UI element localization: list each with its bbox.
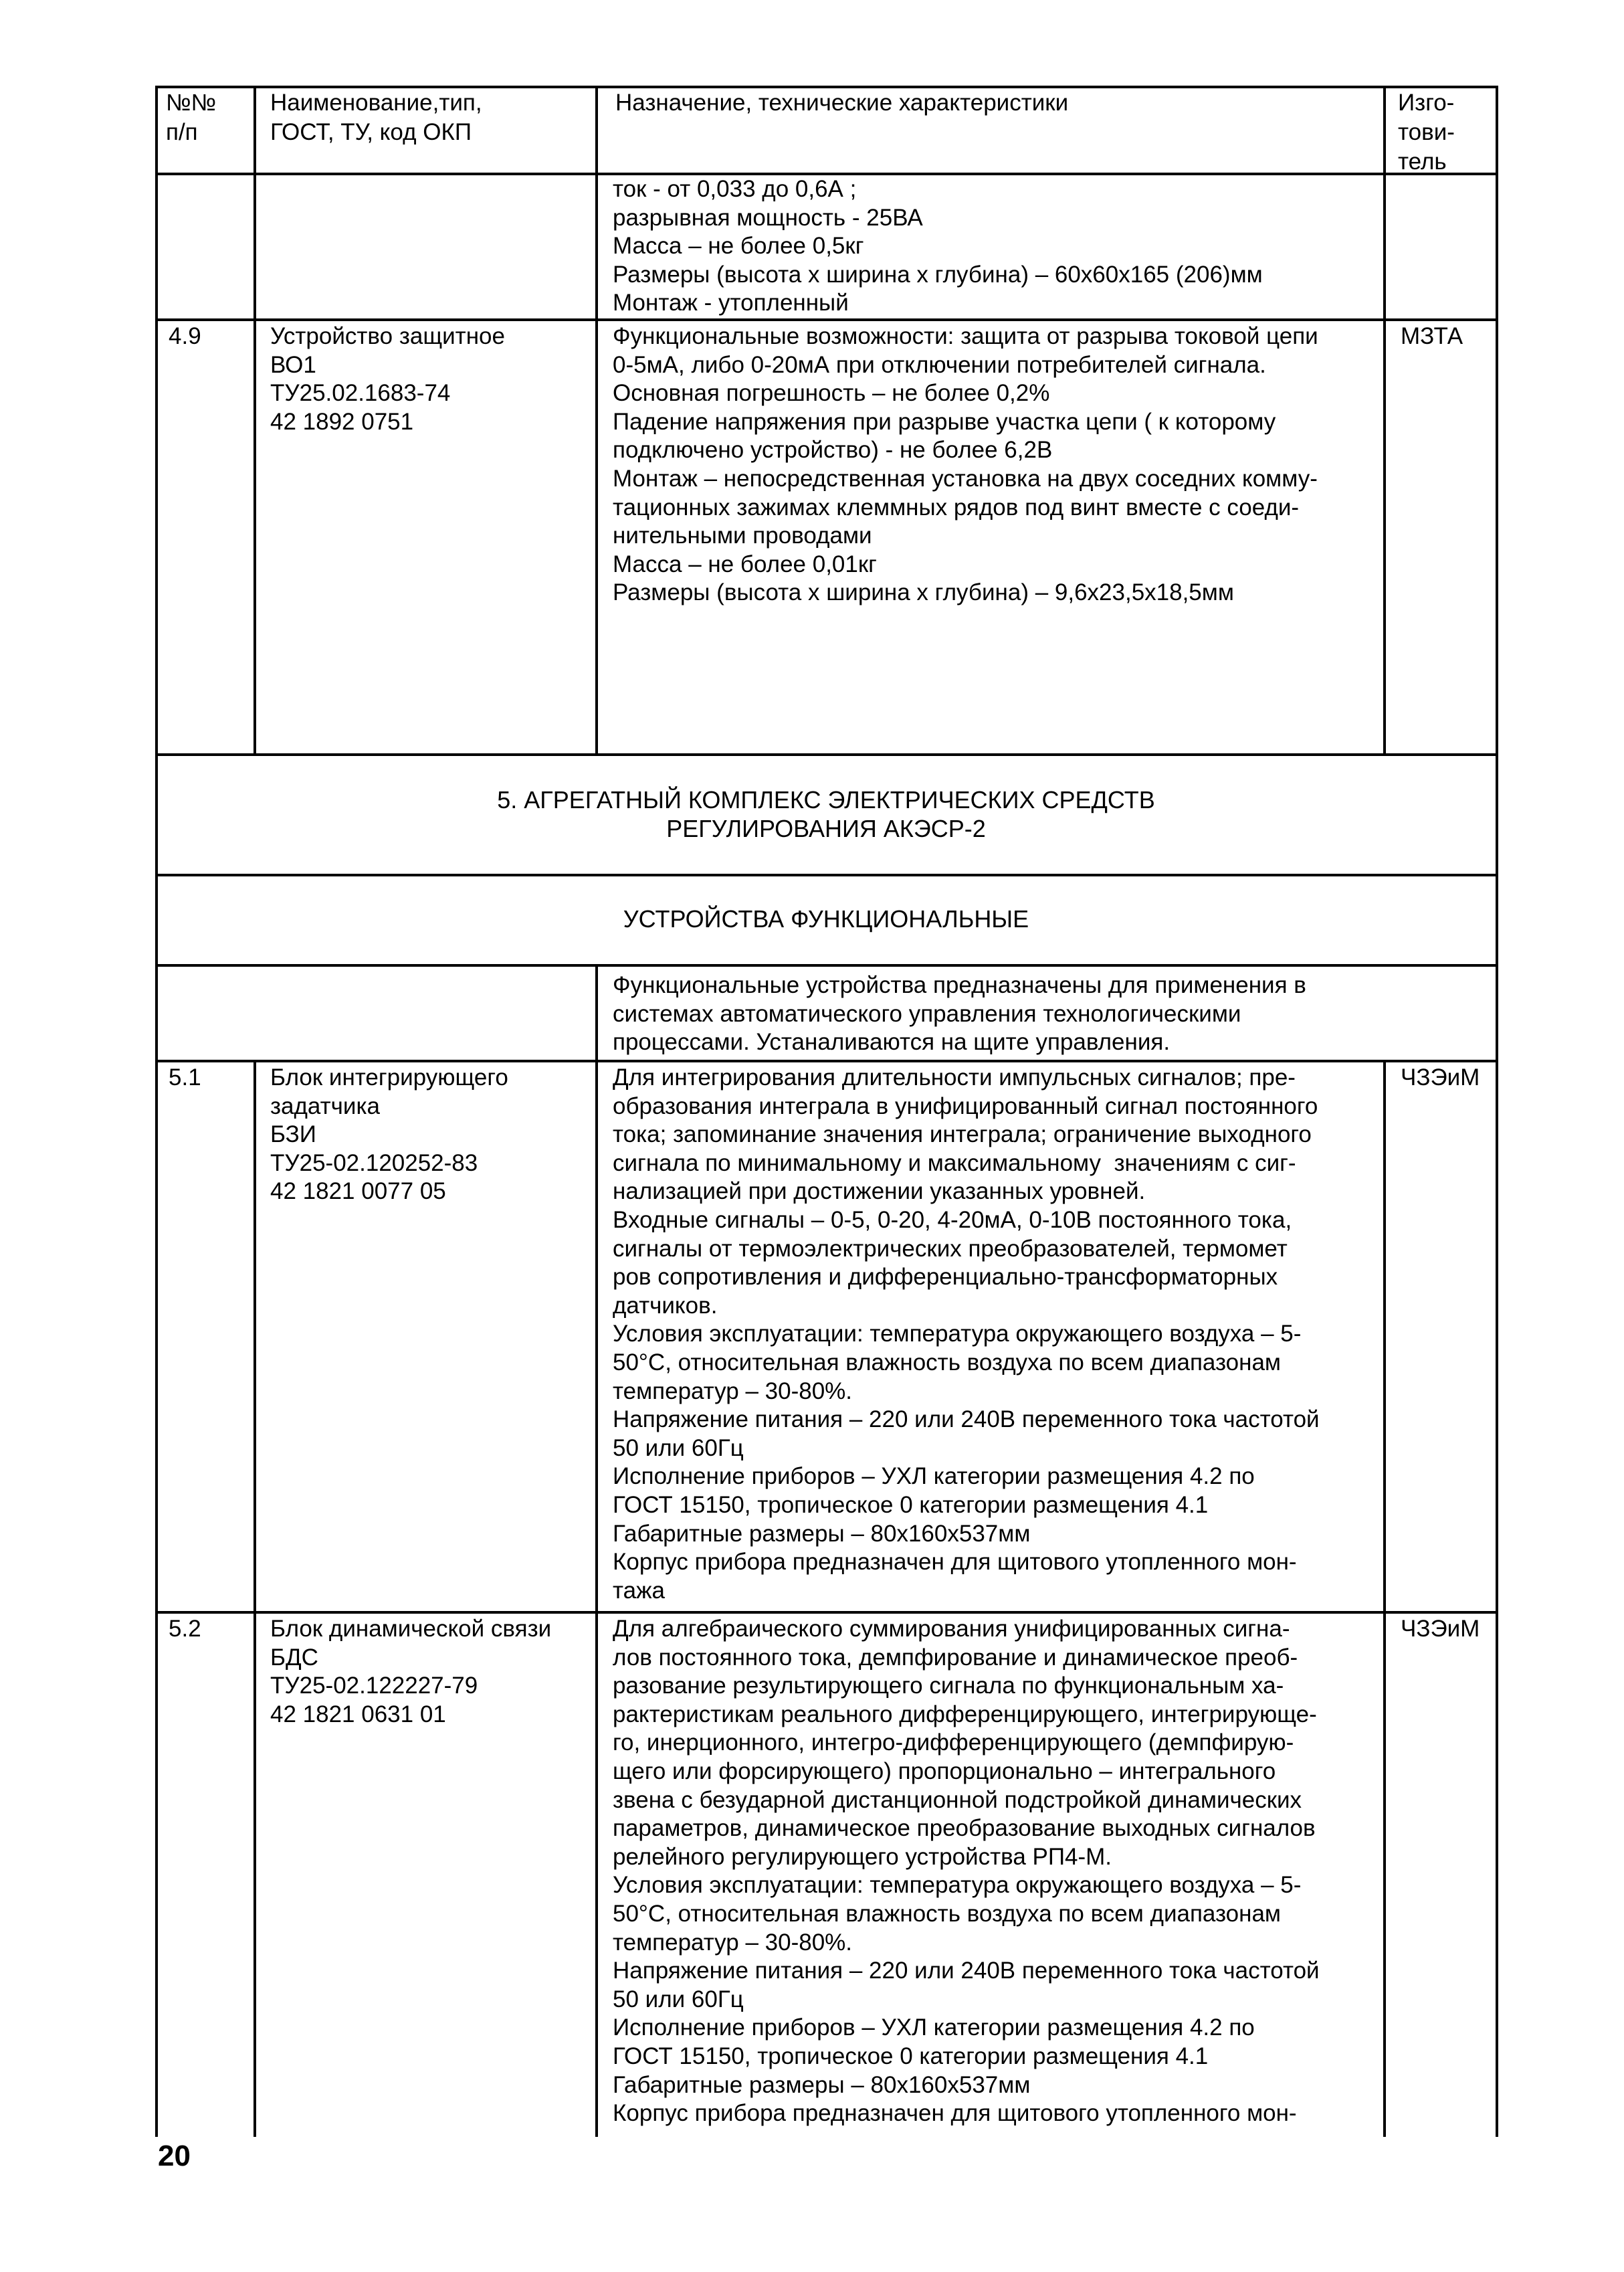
row-divider (155, 753, 1498, 756)
section-title: 5. АГРЕГАТНЫЙ КОМПЛЕКС ЭЛЕКТРИЧЕСКИХ СРЕДСТВ РЕГУЛИРОВАНИЯ АКЭСР-2 (497, 786, 1155, 842)
row-divider (155, 874, 1498, 876)
row-name: Устройство защитное ВО1 ТУ25.02.1683-74 42 1892 0751 (270, 323, 505, 435)
row-number: 5.2 (169, 1616, 201, 1642)
subsection-title: УСТРОЙСТВА ФУНКЦИОНАЛЬНЫЕ (623, 905, 1029, 933)
row-number: 4.9 (169, 323, 201, 349)
row-name: Блок динамической связи БДС ТУ25-02.122227-79 42 1821 0631 01 (270, 1616, 552, 1727)
table-border-left (155, 86, 158, 2137)
column-divider (595, 964, 598, 1061)
column-divider (1383, 1060, 1386, 2137)
row-number: 5.1 (169, 1064, 201, 1091)
row-divider (155, 1060, 1498, 1062)
header-maker: Изго- тови- тель (1398, 90, 1455, 175)
column-divider (1383, 86, 1386, 755)
header-number: №№ п/п (166, 90, 217, 145)
row-maker: ЧЗЭиМ (1401, 1616, 1480, 1642)
row-maker: ЧЗЭиМ (1401, 1064, 1480, 1091)
page-number: 20 (158, 2140, 191, 2172)
header-description: Назначение, технические характеристики (615, 90, 1069, 116)
table-border-right (1496, 86, 1498, 2137)
header-name: Наименование,тип, ГОСТ, ТУ, код ОКП (270, 90, 482, 145)
row-description: Функциональные возможности: защита от разрыва токовой цепи 0-5мА, либо 0-20мА при отключении потребителей сигнала. Основная погрешность – не более 0,2% Падение напряжения при разрыве участка цепи ( к которому подключено устройство) - не более 6,2В Монтаж – непосредственная установка на двух соседних комму- тационных зажимах клеммных рядов под винт вместе с соеди- нительными проводами Масса – не более 0,01кг Размеры (высота х ширина х глубина) – 9,6х23,5х18,5мм (613, 323, 1318, 606)
row-name: Блок интегрирующего задатчика БЗИ ТУ25-02.120252-83 42 1821 0077 05 (270, 1064, 508, 1205)
row-description: ток - от 0,033 до 0,6А ; разрывная мощность - 25ВА Масса – не более 0,5кг Размеры (высота х ширина х глубина) – 60х60х165 (206)мм Монтаж - утопленный (613, 176, 1263, 316)
intro-text: Функциональные устройства предназначены для применения в системах автоматического управления технологическими процессами. Устаналиваются на щите управления. (613, 972, 1306, 1056)
column-divider (253, 86, 256, 755)
column-divider (595, 1060, 598, 2137)
row-divider (155, 1611, 1498, 1614)
column-divider (595, 86, 598, 755)
row-description: Для интегрирования длительности импульсных сигналов; пре- образования интеграла в унифицированный сигнал постоянного тока; запоминание значения интеграла; ограничение выходного сигнала по минимальному и максимальному значениям с сиг- нализацией при достижении указанных уровней. Входные сигналы – 0-5, 0-20, 4-20мА, 0-10В постоянного тока, сигналы от термоэлектрических преобразователей, термомет ров сопротивления и дифференциально-трансформаторных датчиков. Условия эксплуатации: температура окружающего воздуха – 5- 50°С, относительная влажность воздуха по всем диапазонам температур – 30-80%. Напряжение питания – 220 или 240В переменного тока частотой 50 или 60Гц Исполнение приборов – УХЛ категории размещения 4.2 по ГОСТ 15150, тропическое 0 категории размещения 4.1 Габаритные размеры – 80х160х537мм Корпус прибора предназначен для щитового утопленного мон- тажа (613, 1064, 1320, 1604)
row-divider (155, 318, 1498, 321)
row-maker: МЗТА (1401, 323, 1463, 349)
row-description: Для алгебраического суммирования унифицированных сигна- лов постоянного тока, демпфирование и динамическое преоб- разование результирующего сигнала по функциональным ха- рактеристикам реального дифференцирующего, интегрирующе- го, инерционного, интегро-дифференцирующего (демпфирую- щего или форсирующего) пропорционально – интегрального звена с безударной дистанционной подстройкой динамических параметров, динамическое преобразование выходных сигналов релейного регулирующего устройства РП4-М. Условия эксплуатации: температура окружающего воздуха – 5- 50°С, относительная влажность воздуха по всем диапазонам температур – 30-80%. Напряжение питания – 220 или 240В переменного тока частотой 50 или 60Гц Исполнение приборов – УХЛ категории размещения 4.2 по ГОСТ 15150, тропическое 0 категории размещения 4.1 Габаритные размеры – 80х160х537мм Корпус прибора предназначен для щитового утопленного мон- (613, 1616, 1320, 2127)
column-divider (253, 1060, 256, 2137)
row-divider (155, 964, 1498, 967)
